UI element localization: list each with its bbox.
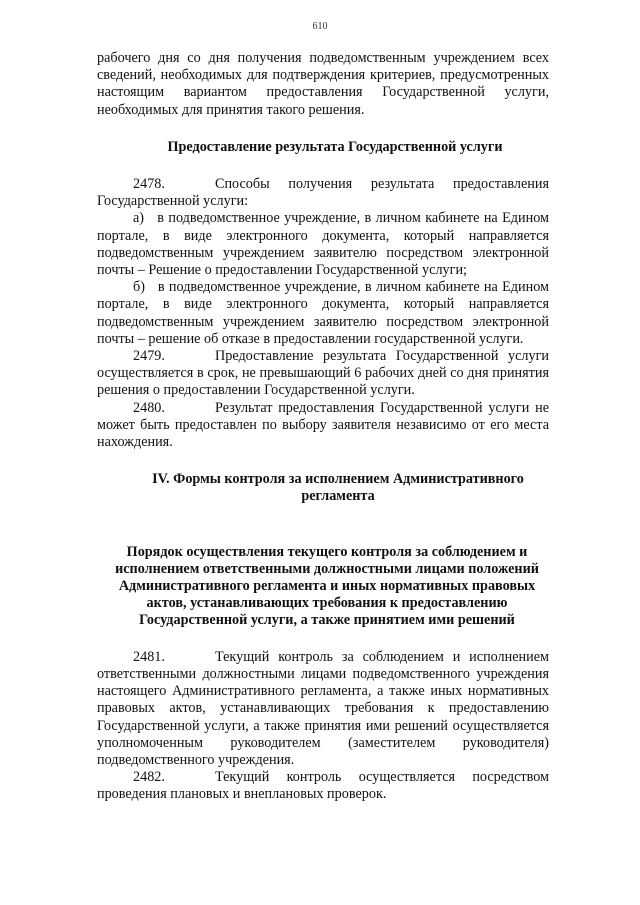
heading-result: Предоставление результата Государственной услуги: [167, 138, 503, 155]
clause-number: 2481.: [133, 648, 165, 665]
clause-number: 2478.: [133, 176, 165, 193]
list-item-text: в подведомственное учреждение, в личном кабинете на Едином портале, в виде электронного документа, который направляется подведомственным учреждением заявителю посредством электронной почты – Решение о предоставлении Государственной услуги;: [97, 210, 549, 279]
list-marker: б): [133, 279, 145, 296]
document-body: [97, 50, 549, 804]
list-marker: а): [133, 210, 145, 227]
list-item-b: [97, 279, 549, 348]
page-number: 610: [312, 21, 328, 32]
clause-number: 2480.: [133, 399, 165, 416]
heading-section-iv: IV. Формы контроля за исполнением Административного регламента: [152, 471, 524, 505]
clause-2478: [97, 176, 549, 210]
clause-2481: [97, 649, 549, 769]
clause-2482: [97, 769, 549, 803]
list-item-text: в подведомственное учреждение, в личном кабинете на Едином портале, в виде электронного документа, который направляется подведомственным учреждением заявителю посредством электронной почты – решение об отказе в предоставлении государственной услуги.: [97, 279, 550, 347]
heading-subsection: Порядок осуществления текущего контроля за соблюдением и исполнением ответственными должностными лицами положений Административного регламента и иных нормативных правовых актов, устанавливающих требования к предоставлению Государственной услуги, а также принятием ими решений: [115, 543, 539, 629]
paragraph-continued: рабочего дня со дня получения подведомственным учреждением всех сведений, необходимых для подтверждения критериев, предусмотренных настоящим вариантом предоставления Государственной услуги, необходимых для принятия такого решения.: [97, 50, 549, 118]
clause-number: 2479.: [133, 348, 165, 365]
clause-text: Предоставление результата Государственной услуги осуществляется в срок, не превышающий 6 рабочих дней со дня принятия решения о предоставлении Государственной услуги.: [97, 348, 549, 399]
clause-text: Результат предоставления Государственной услуги не может быть предоставлен по выбору заявителя независимо от его места нахождения.: [97, 399, 549, 451]
clause-2479: [97, 348, 549, 400]
clause-text: Текущий контроль осуществляется посредством проведения плановых и внеплановых проверок.: [97, 769, 549, 803]
clause-text: Текущий контроль за соблюдением и исполнением ответственными должностными лицами подведомственного учреждения настоящего Административного регламента, а также иных нормативных правовых актов, устанавливающих требования к предоставлению Государственной услуги, а также принятия ими решений осуществляется уполномоченным руководителем (заместителем руководителя) подведомственного учреждения.: [97, 648, 549, 768]
clause-2480: [97, 400, 549, 452]
list-item-a: [97, 210, 549, 279]
clause-number: 2482.: [133, 769, 165, 786]
clause-text: Способы получения результата предоставления Государственной услуги:: [97, 176, 549, 210]
